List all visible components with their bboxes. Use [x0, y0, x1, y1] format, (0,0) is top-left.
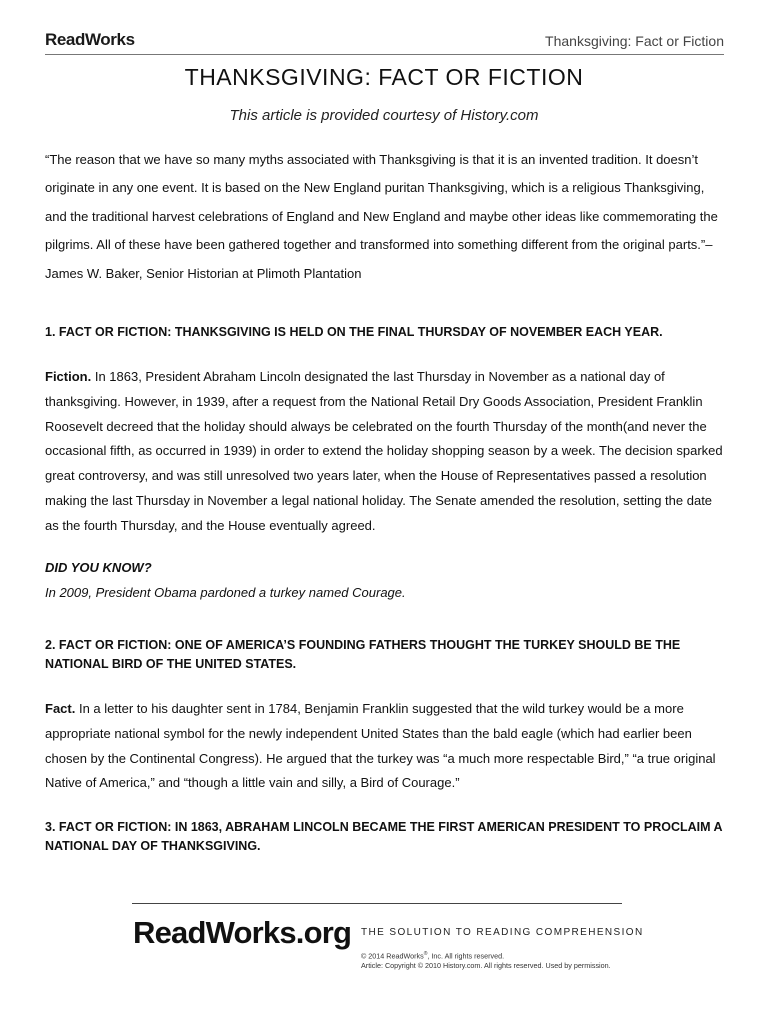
footer-tagline: THE SOLUTION TO READING COMPREHENSION [361, 927, 644, 938]
footer-logo: ReadWorks.org [133, 915, 352, 950]
section-2-verdict: Fact. [45, 701, 76, 716]
section-2-text: In a letter to his daughter sent in 1784, Benjamin Franklin suggested that the wild turkey would be a more appropriate national symbol for the newly independent United States than the bald eagle (which had earlier been chosen by the Continental Congress). He argued that the turkey was “a much more respectable Bird,” “a true original Native of America,” and “though a little vain and silly, a Bird of Courage.” [45, 701, 716, 791]
article-copyright: Article: Copyright © 2010 History.com. All rights reserved. Used by permission. [361, 961, 611, 971]
footer-copyright [361, 949, 611, 971]
article-subtitle: This article is provided courtesy of History.com [229, 107, 539, 124]
section-2-heading: 2. FACT OR FICTION: ONE OF AMERICA’S FOUNDING FATHERS THOUGHT THE TURKEY SHOULD BE THE NATIONAL BIRD OF THE UNITED STATES. [45, 638, 681, 671]
did-you-know-label: DID YOU KNOW? [45, 560, 152, 575]
readworks-copyright: © 2014 ReadWorks®, Inc. All rights reserved. [361, 951, 505, 961]
header-doc-title: Thanksgiving: Fact or Fiction [545, 33, 724, 49]
section-1-paragraph [45, 365, 729, 539]
did-you-know-text: In 2009, President Obama pardoned a turkey named Courage. [45, 585, 406, 600]
footer-divider [132, 903, 622, 904]
section-1-heading: 1. FACT OR FICTION: THANKSGIVING IS HELD ON THE FINAL THURSDAY OF NOVEMBER EACH YEAR. [45, 325, 663, 339]
readworks-logo: ReadWorks [45, 30, 135, 49]
section-3-heading: 3. FACT OR FICTION: IN 1863, ABRAHAM LINCOLN BECAME THE FIRST AMERICAN PRESIDENT TO PROCLAIM A NATIONAL DAY OF THANKSGIVING. [45, 820, 723, 853]
page-header [45, 30, 724, 55]
section-1-verdict: Fiction. [45, 369, 92, 384]
opening-quote: “The reason that we have so many myths associated with Thanksgiving is that it is an invented tradition. It doesn’t originate in any one event. It is based on the New England puritan Thanksgiving, which is a religious Thanksgiving, and the traditional harvest celebrations of England and New England and maybe other ideas like commemorating the pilgrims. All of these have been gathered together and transformed into something different from the original parts.”–James W. Baker, Senior Historian at Plimoth Plantation [45, 152, 718, 281]
section-1-text: In 1863, President Abraham Lincoln designated the last Thursday in November as a national day of thanksgiving. However, in 1939, after a request from the National Retail Dry Goods Association, President Franklin Roosevelt decreed that the holiday should always be celebrated on the fourth Thursday of the month(and never the occasional fifth, as occurred in 1939) in order to extend the holiday shopping season by a week. The decision sparked great controversy, and was still unresolved two years later, when the House of Representatives passed a resolution making the last Thursday in November a legal national holiday. The Senate amended the resolution, setting the date as the fourth Thursday, and the House eventually agreed. [45, 369, 723, 533]
article-title: THANKSGIVING: FACT OR FICTION [184, 64, 584, 90]
section-2-paragraph [45, 697, 729, 796]
